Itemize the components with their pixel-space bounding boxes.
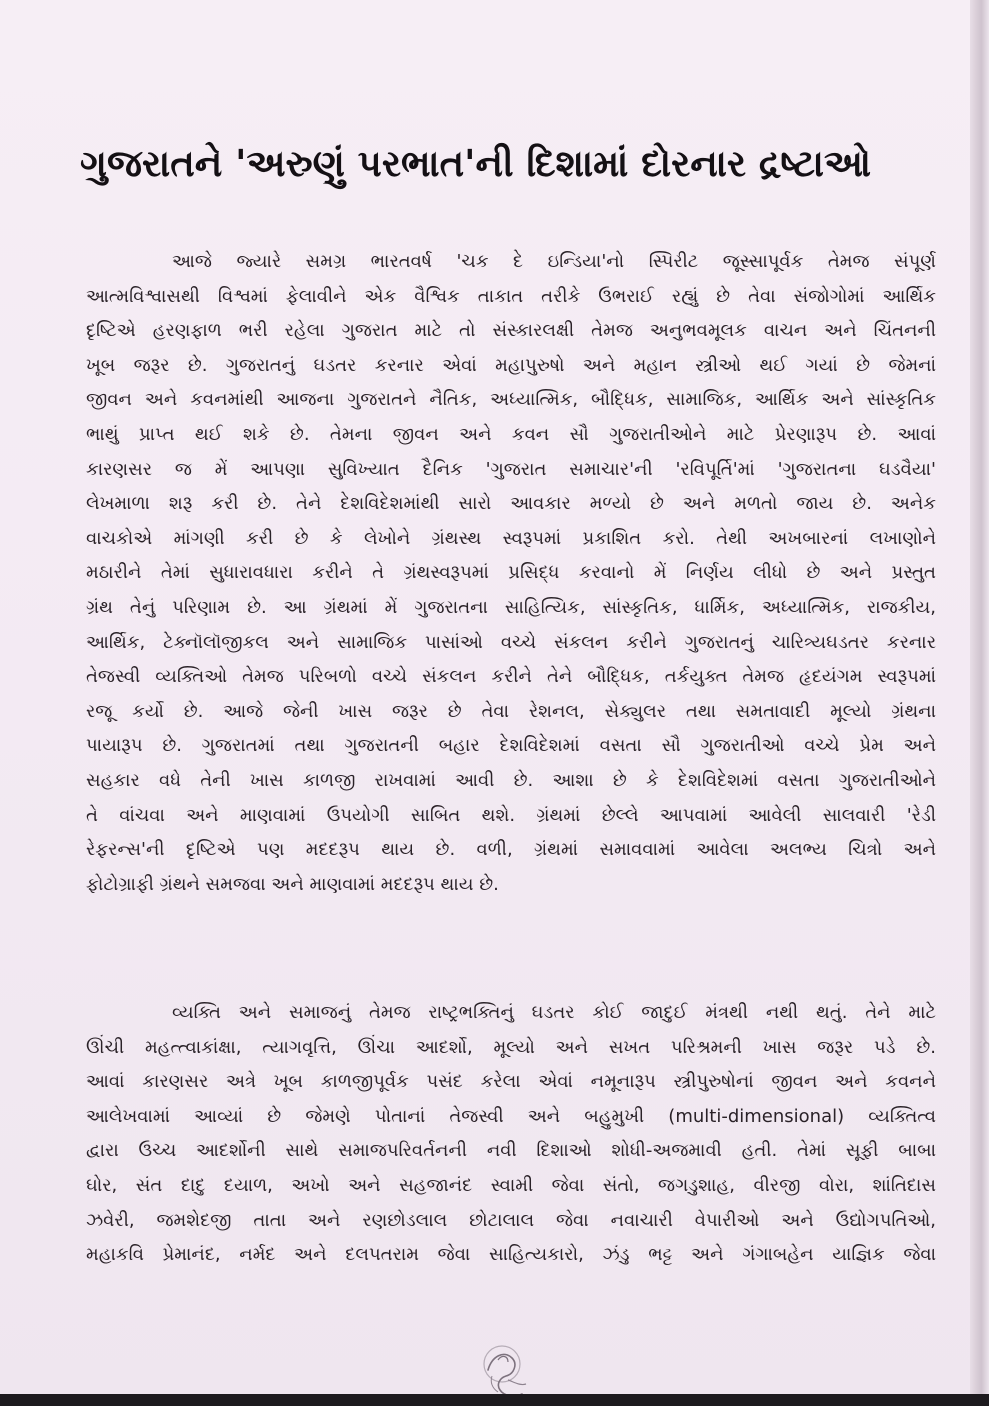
text-line: સહકાર વધે તેની ખાસ કાળજી રાખવામાં આવી છે. આશા છે કે દેશવિદેશમાં વસતા ગુજરાતીઓને [86,769,936,791]
text-line: આત્મવિશ્વાસથી વિશ્વમાં ફેલાવીને એક વૈશ્વિક તાકાત તરીકે ઉભરાઈ રહ્યું છે તેવા સંજોગોમાં આર્થિક [86,285,936,307]
text-line: પાયારૂપ છે. ગુજરાતમાં તથા ગુજરાતની બહાર દેશવિદેશમાં વસતા સૌ ગુજરાતીઓ વચ્ચે પ્રેમ અને [86,735,936,757]
text-line: કારણસર જ મેં આપણા સુવિખ્યાત દૈનિક 'ગુજરાત સમાચાર'ની 'રવિપૂર્તિ'માં 'ગુજરાતના ઘડવૈયા' [86,458,936,480]
page-emblem-icon [478,1340,534,1402]
text-line: ઘોર, સંત દાદુ દયાળ, અખો અને સહજાનંદ સ્વામી જેવા સંતો, જગડુશાહ, વીરજી વોરા, શાંતિદાસ [86,1174,936,1196]
text-line: લેખમાળા શરૂ કરી છે. તેને દેશવિદેશમાંથી સારો આવકાર મળ્યો છે અને મળતો જાય છે. અનેક [86,493,936,515]
text-line: આવાં કારણસર અત્રે ખૂબ કાળજીપૂર્વક પસંદ કરેલા એવાં નમૂનારૂપ સ્ત્રીપુરુષોનાં જીવન અને કવનને [86,1071,936,1093]
text-line: ખૂબ જરૂર છે. ગુજરાતનું ઘડતર કરનાર એવાં મહાપુરુષો અને મહાન સ્ત્રીઓ થઈ ગયાં છે જેમનાં [86,354,936,376]
text-line: ફોટોગ્રાફી ગ્રંથને સમજવા અને માણવામાં મદદરૂપ થાય છે. [86,873,499,895]
paragraph-intro [86,245,936,902]
scan-border [0,1394,989,1406]
text-line: તેજસ્વી વ્યક્તિઓ તેમજ પરિબળો વચ્ચે સંકલન કરીને તેને બૌદ્ધિક, તર્કયુક્ત તેમજ હૃદયંગમ સ્વરૂપમાં [86,666,936,688]
text-line: વ્યક્તિ અને સમાજનું તેમજ રાષ્ટ્રભક્તિનું ઘડતર કોઈ જાદુઈ મંત્રથી નથી થતું. તેને માટે [172,1002,936,1023]
text-line: તે વાંચવા અને માણવામાં ઉપયોગી સાબિત થશે. ગ્રંથમાં છેલ્લે આપવામાં આવેલી સાલવારી 'રેડી [86,804,936,826]
text-line: ભાથું પ્રાપ્ત થઈ શકે છે. તેમના જીવન અને કવન સૌ ગુજરાતીઓને માટે પ્રેરણારૂપ છે. આવાં [86,423,936,445]
page-title: ગુજરાતને 'અરુણું પરભાત'ની દિશામાં દોરનાર દ્રષ્ટાઓ [80,141,872,185]
text-line: વાચકોએ માંગણી કરી છે કે લેખોને ગ્રંથસ્થ સ્વરૂપમાં પ્રકાશિત કરો. તેથી અખબારનાં લખાણોને [86,527,936,549]
text-line: રેફરન્સ'ની દૃષ્ટિએ પણ મદદરૂપ થાય છે. વળી, ગ્રંથમાં સમાવવામાં આવેલા અલભ્ય ચિત્રો અને [86,839,936,861]
text-line: દૃષ્ટિએ હરણફાળ ભરી રહેલા ગુજરાત માટે તો સંસ્કારલક્ષી તેમજ અનુભવમૂલક વાચન અને ચિંતનની [86,320,936,342]
page-edge [970,0,989,1406]
text-line: ઊંચી મહત્ત્વાકાંક્ષા, ત્યાગવૃત્તિ, ઊંચા આદર્શો, મૂલ્યો અને સખત પરિશ્રમની ખાસ જરૂર પડે છે. [86,1036,936,1058]
text-line: મઠારીને તેમાં સુધારાવધારા કરીને તે ગ્રંથસ્વરૂપમાં પ્રસિદ્ધ કરવાનો મેં નિર્ણય લીધો છે અને પ્રસ્તુત [86,562,936,584]
text-line: મહાકવિ પ્રેમાનંદ, નર્મદ અને દલપતરામ જેવા સાહિત્યકારો, ઝંડુ ભટ્ટ અને ગંગાબહેન યાજ્ઞિક જેવા [86,1244,936,1266]
text-line: આર્થિક, ટેક્નૉલૉજીકલ અને સામાજિક પાસાંઓ વચ્ચે સંકલન કરીને ગુજરાતનું ચારિત્ર્યઘડતર કરનાર [86,631,936,653]
text-line: આલેખવામાં આવ્યાં છે જેમણે પોતાનાં તેજસ્વી અને બહુમુખી (multi-dimensional) વ્યક્તિત્વ [86,1105,936,1127]
text-line: દ્વારા ઉચ્ચ આદર્શોની સાથે સમાજપરિવર્તનની નવી દિશાઓ શોધી-અજમાવી હતી. તેમાં સૂફી બાબા [86,1140,936,1162]
text-line: રજૂ કર્યો છે. આજે જેની ખાસ જરૂર છે તેવા રેશનલ, સેક્યુલર તથા સમતાવાદી મૂલ્યો ગ્રંથના [86,700,936,722]
paragraph-second [86,996,936,1273]
text-line: ગ્રંથ તેનું પરિણામ છે. આ ગ્રંથમાં મેં ગુજરાતના સાહિત્યિક, સાંસ્કૃતિક, ધાર્મિક, અધ્યાત્મિક, રાજકીય, [86,596,936,618]
text-line: આજે જ્યારે સમગ્ર ભારતવર્ષ 'ચક દે ઇન્ડિયા'નો સ્પિરીટ જૂસ્સાપૂર્વક તેમજ સંપૂર્ણ [172,251,936,272]
text-line: ઝવેરી, જમશેદજી તાતા અને રણછોડલાલ છોટાલાલ જેવા નવાચારી વેપારીઓ અને ઉદ્યોગપતિઓ, [86,1209,936,1231]
text-line: જીવન અને કવનમાંથી આજના ગુજરાતને નૈતિક, અધ્યાત્મિક, બૌદ્ધિક, સામાજિક, આર્થિક અને સાંસ્કૃતિક [86,389,936,411]
